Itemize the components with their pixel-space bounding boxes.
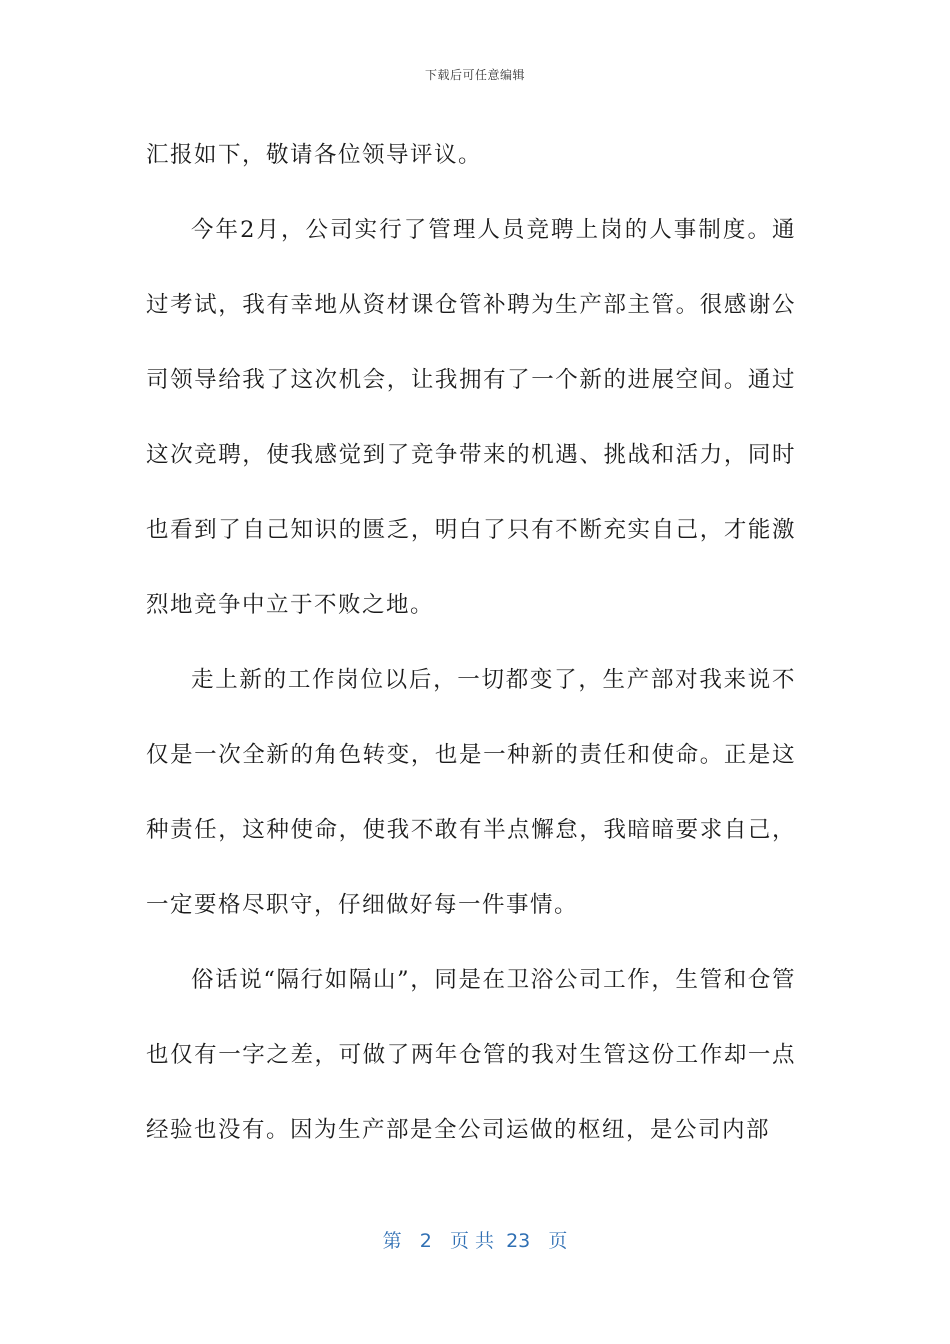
current-page-number: 2 (419, 1230, 432, 1252)
total-pages-number: 23 (506, 1230, 531, 1252)
footer-middle: 页 共 (449, 1230, 494, 1252)
footer-suffix: 页 (548, 1230, 568, 1252)
page-number-footer (0, 1226, 950, 1253)
paragraph-3: 走上新的工作岗位以后，一切都变了，生产部对我来说不仅是一次全新的角色转变，也是一种新的责任和使命。正是这种责任，这种使命，使我不敢有半点懈怠，我暗暗要求自己，一定要格尽职守，仔细做好每一件事情。 (146, 667, 796, 918)
document-body (146, 118, 796, 1168)
paragraph-1: 汇报如下，敬请各位领导评议。 (146, 142, 483, 168)
download-edit-note: 下载后可任意编辑 (424, 68, 525, 82)
paragraph-4: 俗话说“隔行如隔山”，同是在卫浴公司工作，生管和仓管也仅有一字之差，可做了两年仓管的我对生管这份工作却一点经验也没有。因为生产部是全公司运做的枢纽，是公司内部 (146, 967, 796, 1143)
footer-prefix: 第 (382, 1230, 402, 1252)
paragraph-2: 今年2月，公司实行了管理人员竞聘上岗的人事制度。通过考试，我有幸地从资材课仓管补聘为生产部主管。很感谢公司领导给我了这次机会，让我拥有了一个新的进展空间。通过这次竞聘，使我感觉到了竞争带来的机遇、挑战和活力，同时也看到了自己知识的匮乏，明白了只有不断充实自己，才能激烈地竞争中立于不败之地。 (146, 217, 796, 618)
